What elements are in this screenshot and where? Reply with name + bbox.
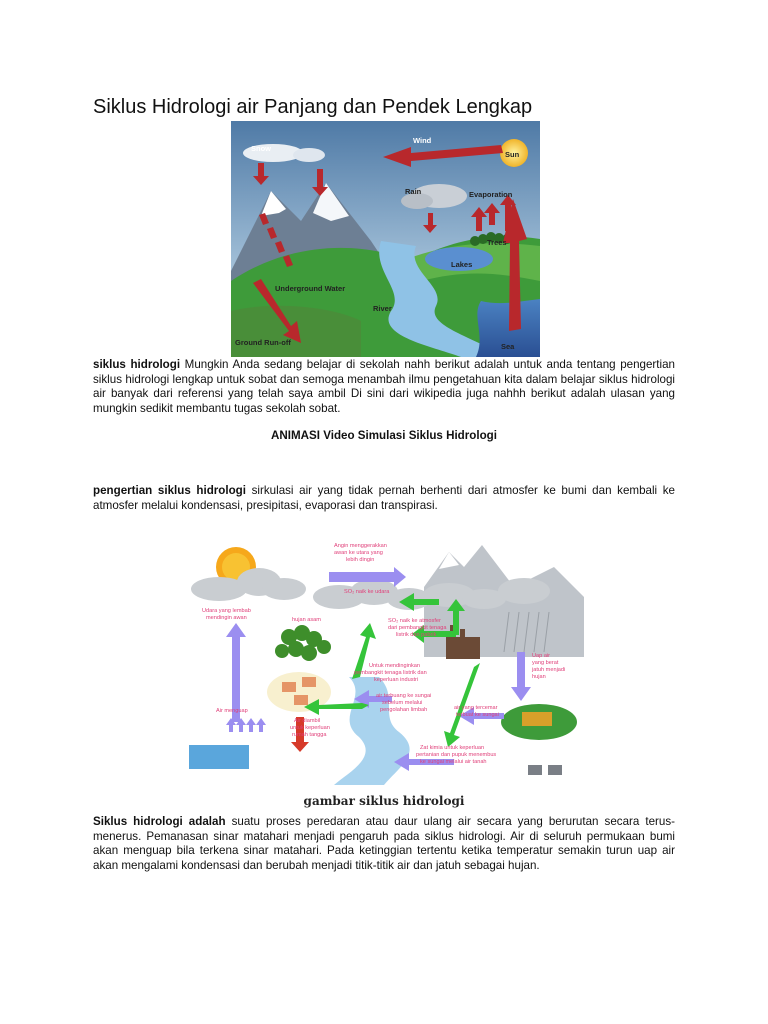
svg-text:air yang tercemar: air yang tercemar (454, 705, 498, 711)
svg-text:listrik dan pabrik: listrik dan pabrik (396, 632, 437, 638)
svg-text:Untuk mendinginkan: Untuk mendinginkan (369, 663, 420, 669)
label-ground-runoff: Ground Run-off (235, 338, 291, 347)
svg-text:Udara yang lembab: Udara yang lembab (202, 608, 251, 614)
definition-text: sirkulasi air yang tidak pernah berhenti dari atmosfer ke bumi dan kembali ke atmosfer melalui kondensasi, presipitasi, evaporasi dan transpirasi. (93, 484, 675, 512)
hydrologic-cycle-diagram (184, 527, 584, 785)
label-rain: Rain (405, 187, 422, 196)
svg-text:SO₂ naik ke atmosfer: SO₂ naik ke atmosfer (388, 618, 441, 624)
hydrologic-cycle-illustration (231, 121, 540, 357)
label-cool-air (202, 608, 251, 621)
svg-text:pembangkit tenaga listrik dan: pembangkit tenaga listrik dan (354, 670, 427, 676)
svg-text:yang berat: yang berat (532, 660, 559, 666)
label-river: River (373, 304, 392, 313)
svg-text:pertanian dan pupuk menembus: pertanian dan pupuk menembus (416, 752, 497, 758)
explanation-paragraph (93, 815, 675, 873)
label-underground-water: Underground Water (275, 284, 346, 293)
label-lakes: Lakes (451, 260, 473, 269)
svg-text:dari pembangkit tenaga: dari pembangkit tenaga (388, 625, 447, 631)
svg-text:keperluan industri: keperluan industri (374, 677, 419, 683)
label-snow: Snow (251, 144, 271, 153)
svg-text:jatuh menjadi: jatuh menjadi (532, 667, 566, 673)
svg-text:Air diambil: Air diambil (294, 718, 321, 724)
figure-caption: gambar siklus hidrologi (303, 794, 465, 808)
intro-paragraph (93, 358, 675, 416)
svg-text:ke sungai melalui air tanah: ke sungai melalui air tanah (420, 759, 487, 765)
explanation-text: suatu proses peredaran atau daur ulang air secara yang berurutan secara terus-menerus. Pemanasan sinar matahari menjadi pengaruh pada siklus hidrologi. Air di seluruh permukaan bumi akan menguap bila terkena sinar matahari. Pada ketinggian tertentu ketika temperatur semakin turun uap air akan mengalami kondensasi dan berubah menjadi titik-titik air dan jatuh sebagai hujan. (93, 815, 675, 872)
label-evaporation: Evaporation (469, 190, 513, 199)
svg-text:terbuat ke sungai: terbuat ke sungai (456, 712, 499, 718)
svg-text:sebelum melalui: sebelum melalui (382, 700, 423, 706)
svg-text:awan ke utara yang: awan ke utara yang (334, 550, 383, 556)
animation-heading: ANIMASI Video Simulasi Siklus Hidrologi (271, 429, 497, 442)
label-evaporate: Air menguap (216, 708, 248, 714)
label-wind: Wind (413, 136, 432, 145)
svg-text:pengolahan limbah: pengolahan limbah (380, 707, 428, 713)
label-so2: SO₂ naik ke udara (344, 589, 390, 595)
label-trees: Trees (487, 238, 507, 247)
label-acid-rain: hujan asam (292, 617, 321, 623)
label-sea: Sea (501, 342, 515, 351)
svg-text:untuk keperluan: untuk keperluan (290, 725, 330, 731)
definition-lead: pengertian siklus hidrologi (93, 484, 246, 497)
svg-text:mendingin awan: mendingin awan (206, 615, 247, 621)
label-sun: Sun (505, 150, 520, 159)
svg-text:Uap air: Uap air (532, 653, 551, 659)
intro-lead: siklus hidrologi (93, 358, 181, 371)
svg-text:Zat kimia untuk keperluan: Zat kimia untuk keperluan (420, 745, 485, 751)
intro-text: Mungkin Anda sedang belajar di sekolah nahh berikut adalah untuk anda tentang pengertian siklus hidrologi lengkap untuk sobat dan semoga menambah ilmu pengetahuan kita dalam belajar siklus hidrologi air banyak dari referensi yang telah saya ambil Di sini dari wikipedia juga nahhh berikut adalah ulasan yang mungkin sedikit membantu tugas sekolah sobat. (93, 358, 675, 415)
stop-icon (548, 765, 562, 775)
play-icon (528, 765, 542, 775)
svg-text:Angin menggerakkan: Angin menggerakkan (334, 543, 387, 549)
page-title: Siklus Hidrologi air Panjang dan Pendek Lengkap (93, 96, 533, 118)
svg-text:hujan: hujan (532, 674, 546, 680)
svg-text:air terbuang ke sungai: air terbuang ke sungai (376, 693, 432, 699)
svg-text:lebih dingin: lebih dingin (346, 557, 375, 563)
explanation-lead: Siklus hidrologi adalah (93, 815, 226, 828)
definition-paragraph (93, 484, 675, 513)
svg-text:rumah tangga: rumah tangga (292, 732, 327, 738)
label-polluted-water (454, 705, 499, 718)
